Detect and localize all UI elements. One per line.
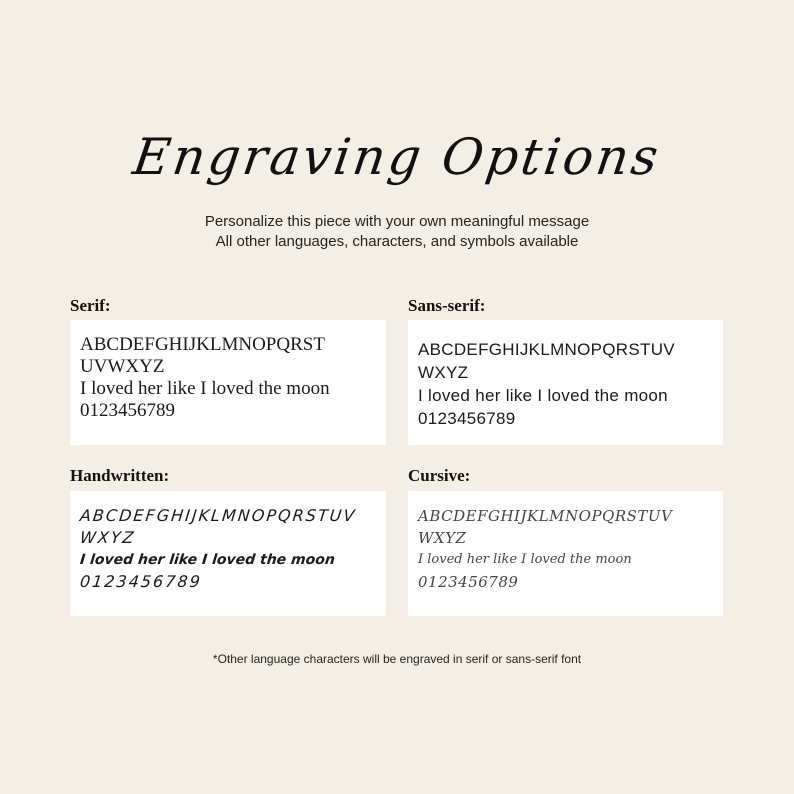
handwritten-label: Handwritten: (70, 466, 170, 485)
handwritten-sample-box (70, 491, 386, 616)
handwritten-digits: 0123456789 (79, 572, 203, 591)
serif-label: Serif: (70, 296, 111, 315)
cursive-sample-sentence: I loved her like I loved the moon (418, 552, 632, 567)
cursive-label: Cursive: (408, 466, 471, 485)
page-title: Engraving Options (129, 128, 665, 186)
serif-sample-sentence: I loved her like I loved the moon (80, 378, 330, 399)
cursive-digits: 0123456789 (418, 573, 519, 591)
handwritten-alphabet-line-1: ABCDEFGHIJKLMNOPQRSTUV (79, 506, 358, 525)
sans-serif-label: Sans-serif: (408, 296, 486, 315)
subtitle-line-1: Personalize this piece with your own meaningful message (204, 213, 590, 230)
footnote: *Other language characters will be engraved in serif or sans-serif font (212, 652, 582, 666)
serif-alphabet-line-1: ABCDEFGHIJKLMNOPQRST (80, 334, 325, 355)
sans-sample-sentence: I loved her like I loved the moon (418, 386, 668, 405)
handwritten-sample-sentence: I loved her like I loved the moon (79, 552, 336, 568)
sans-alphabet-line-2: WXYZ (418, 363, 469, 382)
serif-sample-box (70, 320, 386, 445)
serif-digits: 0123456789 (80, 400, 175, 421)
cursive-alphabet-line-1: ABCDEFGHIJKLMNOPQRSTUV (418, 507, 673, 525)
sans-digits: 0123456789 (418, 409, 516, 428)
handwritten-alphabet-line-2: WXYZ (79, 528, 137, 547)
subtitle-line-2: All other languages, characters, and symbols available (215, 233, 579, 250)
cursive-alphabet-line-2: WXYZ (418, 529, 467, 547)
sans-alphabet-line-1: ABCDEFGHIJKLMNOPQRSTUV (418, 340, 675, 359)
cursive-sample-box (408, 491, 723, 616)
serif-alphabet-line-2: UVWXYZ (80, 356, 165, 377)
sans-serif-sample-box (408, 320, 723, 445)
